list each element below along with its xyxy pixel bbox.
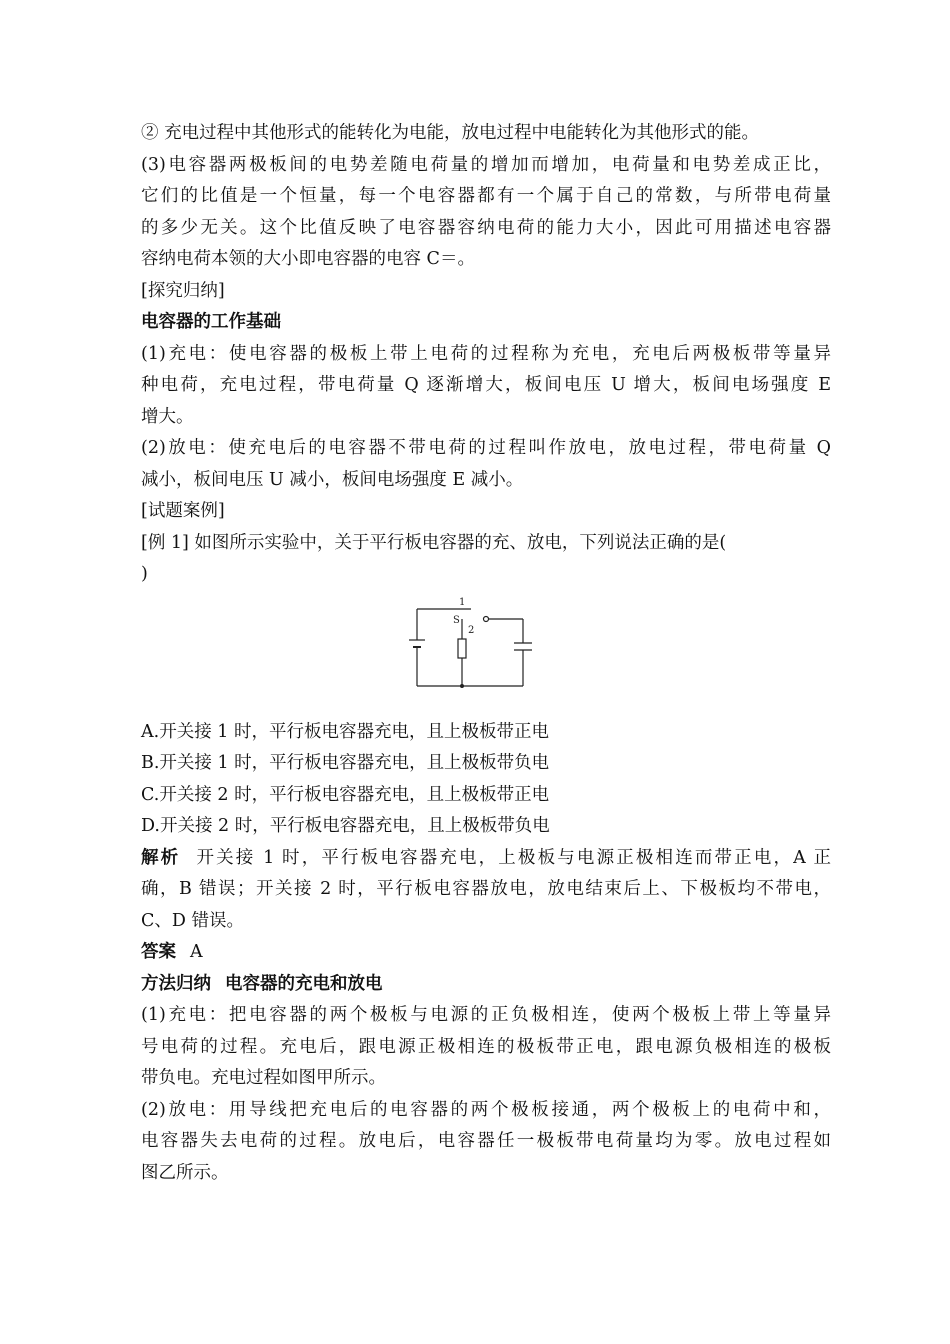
paragraph-line: 带负电。充电过程如图甲所示。	[141, 1068, 386, 1088]
paragraph-line: 增大。	[141, 406, 194, 427]
circuit-figure	[141, 591, 831, 717]
answer-value: A	[190, 942, 203, 962]
switch-label: S	[453, 614, 460, 626]
paragraph-line: 容纳电荷本领的大小即电容器的电容 C＝。	[141, 249, 475, 269]
analysis-label: 解析	[141, 847, 181, 868]
capacitance-paragraph	[141, 150, 831, 276]
answer-label: 答案	[141, 942, 176, 962]
example-heading: [试题案例]	[141, 501, 225, 521]
example-question	[141, 528, 831, 560]
question-text: 如图所示实验中，关于平行板电容器的充、放电，下列说法正确的是(	[188, 532, 727, 553]
circuit-diagram	[405, 597, 535, 697]
paragraph-line: 它们的比值是一个恒量，每一个电容器都有一个属于自己的常数，与所带电荷量	[141, 186, 831, 206]
paragraph-line: (1)充电：使电容器的极板上带上电荷的过程称为充电，充电后两极板带等量异	[141, 343, 831, 364]
paragraph-line: 减小，板间电压 U 减小，板间电场强度 E 减小。	[141, 469, 524, 490]
section-title: 电容器的工作基础	[141, 312, 281, 332]
method-title: 电容器的充电和放电	[225, 973, 383, 994]
discharging-paragraph	[141, 433, 831, 496]
method-label: 方法归纳	[141, 973, 211, 994]
paragraph-line: 种电荷，充电过程，带电荷量 Q 逐渐增大，板间电压 U 增大，板间电场强度 E	[141, 375, 831, 395]
paragraph-line: (1)充电：把电容器的两个极板与电源的正负极相连，使两个极板上带上等量异	[141, 1005, 831, 1025]
junction-dot	[460, 684, 464, 688]
paragraph-line: 的多少无关。这个比值反映了电容器容纳电荷的能力大小，因此可用描述电容器	[141, 217, 831, 238]
paragraph-line: 号电荷的过程。充电后，跟电源正极相连的极板带正电，跟电源负极相连的极板	[141, 1036, 831, 1057]
paragraph-line: (2)放电：用导线把充电后的电容器的两个极板接通，两个极板上的电荷中和，	[141, 1099, 831, 1120]
analysis-line	[141, 843, 831, 875]
method-heading	[141, 969, 831, 1001]
question-bracket: )	[141, 564, 148, 584]
answer-options	[141, 717, 831, 843]
analysis-block	[141, 843, 831, 938]
option-c: C.开关接 2 时，平行板电容器充电，且上极板带正电	[141, 784, 550, 805]
answer-line	[141, 937, 831, 969]
explore-heading: [探究归纳]	[141, 280, 225, 301]
example-tag: [例 1]	[141, 532, 189, 553]
option-d: D.开关接 2 时，平行板电容器充电，且上极板带负电	[141, 816, 550, 836]
analysis-line: C、D 错误。	[141, 910, 244, 931]
switch-contact	[484, 616, 489, 621]
document-page	[141, 118, 831, 1189]
paragraph-line: 图乙所示。	[141, 1162, 229, 1183]
option-b: B.开关接 1 时，平行板电容器充电，且上极板带负电	[141, 753, 550, 773]
paragraph-line: (2)放电：使充电后的电容器不带电荷的过程叫作放电，放电过程，带电荷量 Q	[141, 438, 831, 458]
method-discharging-paragraph	[141, 1095, 831, 1190]
analysis-line: 确，B 错误；开关接 2 时，平行板电容器放电，放电结束后上、下极板均不带电，	[141, 879, 831, 899]
paragraph-line: (3)电容器两极板间的电势差随电荷量的增加而增加，电荷量和电势差成正比，	[141, 154, 831, 175]
resistor	[458, 639, 466, 658]
switch-position-1-label: 1	[459, 596, 466, 608]
switch-position-2-label: 2	[468, 624, 475, 636]
charging-paragraph	[141, 339, 831, 434]
method-charging-paragraph	[141, 1000, 831, 1095]
energy-conversion-text: ② 充电过程中其他形式的能转化为电能，放电过程中电能转化为其他形式的能。	[141, 123, 760, 143]
analysis-text: 开关接 1 时，平行板电容器充电，上极板与电源正极相连而带正电，A 正	[194, 847, 832, 868]
option-a: A.开关接 1 时，平行板电容器充电，且上极板带正电	[141, 721, 549, 742]
paragraph-line: 电容器失去电荷的过程。放电后，电容器任一极板带电荷量均为零。放电过程如	[141, 1131, 831, 1151]
